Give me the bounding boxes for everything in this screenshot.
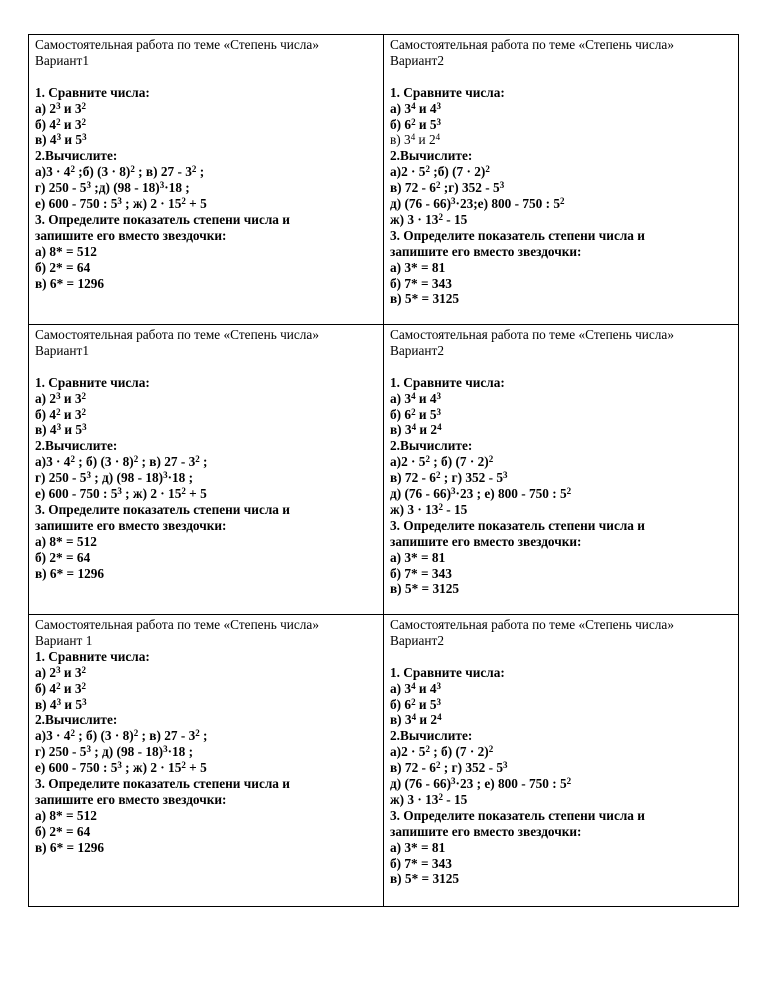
task-line: 1. Сравните числа: [35, 648, 150, 664]
task-line: 3. Определите показатель степени числа и [390, 227, 645, 243]
task-line: запишите его вместо звездочки: [35, 227, 227, 243]
card-variant2-bottom [384, 615, 739, 907]
task-line: $а)2 \cdot 5^2$ ;б) $(7 \cdot 2)^2$ [390, 164, 490, 180]
task-line: а) 3* = 81 [390, 839, 446, 855]
card-header-line: Вариант2 [390, 52, 445, 68]
task-line: а) 8* = 512 [35, 243, 97, 259]
task-line: 3. Определите показатель степени числа и [390, 807, 645, 823]
card-header-line: Вариант1 [35, 342, 90, 358]
task-line: 1. Сравните числа: [35, 374, 150, 390]
card-header-line: Самостоятельная работа по теме «Степень числа» [390, 617, 674, 632]
task-line: а) 3* = 81 [390, 549, 446, 565]
task-line: в) 6* = 1296 [35, 565, 105, 581]
task-line: 2.Вычислите: [35, 712, 118, 728]
task-line: а) $3^4$ и $4^3$ [390, 100, 442, 116]
task-line: д) (76 - 66)$^3$·23;е) 800 - 750 : $5^2$ [390, 196, 565, 212]
task-line: в) $4^3$ и $5^3$ [35, 132, 87, 148]
card-header-line: Вариант1 [35, 52, 90, 68]
task-line: запишите его вместо звездочки: [390, 243, 582, 259]
task-line: б) 2* = 64 [35, 823, 91, 839]
card-header-line: Вариант 1 [35, 632, 93, 648]
task-line: а) $2^3$ и $3^2$ [35, 390, 87, 406]
task-line: в) $4^3$ и $5^3$ [35, 696, 87, 712]
task-line: 1. Сравните числа: [35, 84, 150, 100]
task-line: в) 6* = 1296 [35, 275, 105, 291]
worksheet-table [28, 34, 739, 907]
task-line: 3. Определите показатель степени числа и [390, 517, 645, 533]
card-content [390, 37, 732, 307]
task-line: в) 6* = 1296 [35, 839, 105, 855]
task-line: б) 2* = 64 [35, 259, 91, 275]
card-header-line: Вариант2 [390, 632, 445, 648]
card-header-line: Самостоятельная работа по теме «Степень числа» [35, 617, 319, 632]
blank-line [390, 359, 732, 375]
table-row [29, 325, 739, 615]
card-variant1-middle [29, 325, 384, 615]
card-header-line: Вариант2 [390, 342, 445, 358]
task-line: б) 7* = 343 [390, 855, 452, 871]
task-line: в) 5* = 3125 [390, 871, 460, 887]
task-line: ж) $3 \cdot 13^2 - 15$ [390, 791, 468, 807]
task-line: $а)3 \cdot 4^2$ ; б) $(3 \cdot 8)^2$ ; в) $27 - 3^2$ ; [35, 454, 208, 470]
task-line: 2.Вычислите: [390, 728, 473, 744]
task-line: 2.Вычислите: [390, 438, 473, 454]
card-variant1-bottom [29, 615, 384, 907]
task-line: е) 600 - 750 : $5^3$ ; ж) $2 \cdot 15^2 + 5$ [35, 486, 207, 502]
task-line: г) $250 - 5^3$ ; д) (98 - 18)$^3$·18 ; [35, 744, 194, 760]
card-header-line: Самостоятельная работа по теме «Степень числа» [35, 327, 319, 342]
task-line: $а)3 \cdot 4^2$ ; б) $(3 \cdot 8)^2$ ; в) $27 - 3^2$ ; [35, 728, 208, 744]
task-line: г) $250 - 5^3$ ;д) (98 - 18)$^3$·18 ; [35, 180, 190, 196]
task-line: б) $4^2$ и $3^2$ [35, 116, 87, 132]
task-line: в) $3^4$ и $2^4$ [390, 132, 441, 148]
task-line: в) $72 - 6^2$ ; г) $352 - 5^3$ [390, 470, 508, 486]
task-line: е) 600 - 750 : $5^3$ ; ж) $2 \cdot 15^2 + 5$ [35, 196, 207, 212]
card-content [390, 617, 732, 887]
task-line: 1. Сравните числа: [390, 374, 505, 390]
card-header-line: Самостоятельная работа по теме «Степень числа» [390, 327, 674, 342]
task-line: б) 7* = 343 [390, 565, 452, 581]
task-line: д) (76 - 66)$^3$·23 ; е) 800 - 750 : $5^2$ [390, 776, 572, 792]
card-header-line: Самостоятельная работа по теме «Степень числа» [390, 37, 674, 52]
task-line: в) $4^3$ и $5^3$ [35, 422, 87, 438]
task-line: а) 8* = 512 [35, 807, 97, 823]
task-line: $а)3 \cdot 4^2$ ;б) $(3 \cdot 8)^2$ ; в) $27 - 3^2$ ; [35, 164, 205, 180]
task-line: б) $6^2$ и $5^3$ [390, 696, 442, 712]
task-line: г) $250 - 5^3$ ; д) (98 - 18)$^3$·18 ; [35, 470, 194, 486]
task-line: а) $3^4$ и $4^3$ [390, 680, 442, 696]
task-line: б) 2* = 64 [35, 549, 91, 565]
task-line: запишите его вместо звездочки: [35, 791, 227, 807]
blank-line [35, 359, 377, 375]
task-line: в) 5* = 3125 [390, 581, 460, 597]
task-line: б) $4^2$ и $3^2$ [35, 406, 87, 422]
task-line: запишите его вместо звездочки: [35, 517, 227, 533]
task-line: в) $3^4$ и $2^4$ [390, 712, 442, 728]
card-variant1-top [29, 35, 384, 325]
card-variant2-top [384, 35, 739, 325]
task-line: $а)2 \cdot 5^2$ ; б) $(7 \cdot 2)^2$ [390, 454, 494, 470]
task-line: 2.Вычислите: [390, 148, 473, 164]
table-row [29, 615, 739, 907]
task-line: в) 5* = 3125 [390, 291, 460, 307]
task-line: а) $3^4$ и $4^3$ [390, 390, 442, 406]
blank-line [390, 69, 732, 85]
task-line: в) $3^4$ и $2^4$ [390, 422, 442, 438]
task-line: д) (76 - 66)$^3$·23 ; е) 800 - 750 : $5^2$ [390, 486, 572, 502]
task-line: ж) $3 \cdot 13^2 - 15$ [390, 211, 468, 227]
task-line: ж) $3 \cdot 13^2 - 15$ [390, 501, 468, 517]
card-content [35, 37, 377, 291]
task-line: $а)2 \cdot 5^2$ ; б) $(7 \cdot 2)^2$ [390, 744, 494, 760]
task-line: 2.Вычислите: [35, 438, 118, 454]
task-line: 2.Вычислите: [35, 148, 118, 164]
task-line: а) $2^3$ и $3^2$ [35, 100, 87, 116]
card-content [390, 327, 732, 597]
task-line: в) $72 - 6^2$ ; г) $352 - 5^3$ [390, 760, 508, 776]
table-row [29, 35, 739, 325]
task-line: 1. Сравните числа: [390, 664, 505, 680]
task-line: 1. Сравните числа: [390, 84, 505, 100]
card-content [35, 617, 377, 856]
task-line: 3. Определите показатель степени числа и [35, 776, 290, 792]
task-line: 3. Определите показатель степени числа и [35, 501, 290, 517]
task-line: б) 7* = 343 [390, 275, 452, 291]
card-header-line: Самостоятельная работа по теме «Степень числа» [35, 37, 319, 52]
task-line: б) $6^2$ и $5^3$ [390, 406, 442, 422]
blank-line [35, 69, 377, 85]
blank-line [390, 649, 732, 665]
task-line: запишите его вместо звездочки: [390, 533, 582, 549]
task-line: а) 3* = 81 [390, 259, 446, 275]
card-content [35, 327, 377, 581]
task-line: в) $72 - 6^2$ ;г) $352 - 5^3$ [390, 180, 505, 196]
task-line: 3. Определите показатель степени числа и [35, 211, 290, 227]
card-variant2-middle [384, 325, 739, 615]
task-line: а) 8* = 512 [35, 533, 97, 549]
task-line: е) 600 - 750 : $5^3$ ; ж) $2 \cdot 15^2 + 5$ [35, 760, 207, 776]
task-line: а) $2^3$ и $3^2$ [35, 664, 87, 680]
task-line: запишите его вместо звездочки: [390, 823, 582, 839]
task-line: б) $4^2$ и $3^2$ [35, 680, 87, 696]
task-line: б) $6^2$ и $5^3$ [390, 116, 442, 132]
